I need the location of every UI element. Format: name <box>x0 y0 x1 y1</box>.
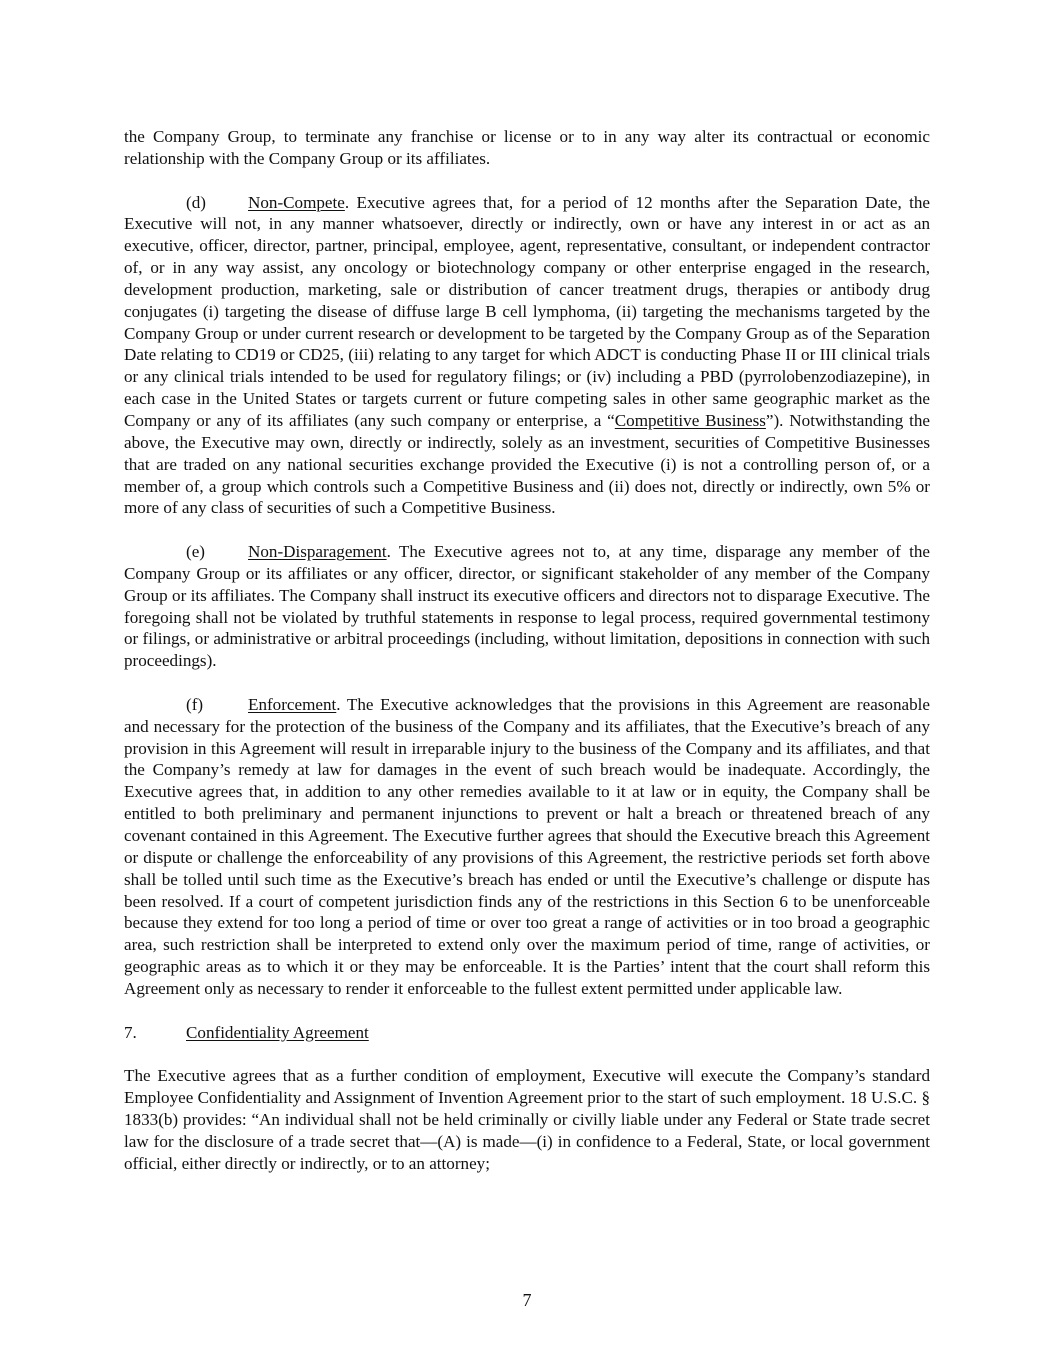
section-d-letter: (d) <box>186 192 206 212</box>
document-page <box>124 126 930 1196</box>
section-e-paragraph <box>124 541 930 672</box>
section-7-title: Confidentiality Agreement <box>186 1022 369 1042</box>
section-7-heading <box>124 1022 930 1044</box>
section-7-number: 7. <box>124 1022 137 1042</box>
section-e-letter: (e) <box>186 542 205 562</box>
section-f-letter: (f) <box>186 694 204 714</box>
page-number: 7 <box>522 1290 532 1310</box>
section-e-text: . The Executive agrees not to, at any time, disparage any member of the Company Group or its affiliates or any officer, director, or significant stakeholder of any member of the Company Group or its affiliates. The Company shall instruct its executive officers and directors not to disparage Executive. The foregoing shall not be violated by truthful statements in response to legal process, required governmental testimony or filings, or administrative or arbitral proceedings (including, without limitation, depositions in connection with such proceedings). <box>124 542 930 671</box>
section-e-title: Non-Disparagement <box>248 542 387 562</box>
defined-term-competitive-business: Competitive Business <box>614 410 766 430</box>
continuation-paragraph: the Company Group, to terminate any franchise or license or to in any way alter its contractual or economic relationship with the Company Group or its affiliates. <box>124 127 930 168</box>
section-d-text-1: . Executive agrees that, for a period of 12 months after the Separation Date, the Executive will not, in any manner whatsoever, directly or indirectly, own or have any interest in or act as an executive, officer, director, partner, principal, employee, agent, representative, consultant, or independent contractor of, or in any way assist, any oncology or biotechnology company or other enterprise engaged in the research, development production, marketing, sale or distribution of cancer treatment drugs, therapies or antibody drug conjugates (i) targeting the disease of diffuse large B cell lymphoma, (ii) targeting the mechanisms targeted by the Company Group or under current research or development to be targeted by the Company Group as of the Separation Date relating to CD19 or CD25, (iii) relating to any target for which ADCT is conducting Phase II or III clinical trials or any clinical trials intended to be used for regulatory filings; or (iv) including a PBD (pyrrolobenzodiazepine), in each case in the United States or targets current or future competing sales in other same geographic market as the Company or any of its affiliates (any such company or enterprise, a “ <box>124 192 930 430</box>
section-d-text-2: ”). Notwithstanding the above, the Executive may own, directly or indirectly, solely as an investment, securities of Competitive Businesses that are traded on any national securities exchange provided the Executive (i) is not a controlling person of, or a member of, a group which controls such a Competitive Business and (ii) does not, directly or indirectly, own 5% or more of any class of securities of such a Competitive Business. <box>124 410 930 518</box>
section-f-title: Enforcement <box>248 694 337 714</box>
section-f-paragraph <box>124 694 930 1000</box>
section-d-title: Non-Compete <box>248 192 345 212</box>
section-f-text: . The Executive acknowledges that the provisions in this Agreement are reasonable and necessary for the protection of the business of the Company and its affiliates, that the Executive’s breach of any provision in this Agreement will result in irreparable injury to the business of the Company and its affiliates, and that the Company’s remedy at law for damages in the event of such breach would be inadequate. Accordingly, the Executive agrees that, in addition to any other remedies available to it at law or in equity, the Company shall be entitled to both preliminary and permanent injunctions to prevent or halt a breach or threatened breach of any covenant contained in this Agreement. The Executive further agrees that should the Executive breach this Agreement or dispute or challenge the enforceability of any provisions of this Agreement, the restrictive periods set forth above shall be tolled until such time as the Executive’s breach has ended or until the Executive’s challenge or dispute has been resolved. If a court of competent jurisdiction finds any of the restrictions in this Section 6 to be unenforceable because they extend for too long a period of time or over too great a range of activities or in too broad a geographic area, such restriction shall be interpreted to extend only over the maximum period of time, range of activities, or geographic areas as to which it or they may be enforceable. It is the Parties’ intent that the court shall reform this Agreement only as necessary to render it enforceable to the fullest extent permitted under applicable law. <box>124 694 930 998</box>
section-d-paragraph <box>124 192 930 520</box>
section-7-paragraph: The Executive agrees that as a further condition of employment, Executive will execute the Company’s standard Employee Confidentiality and Assignment of Invention Agreement prior to the start of such employment. 18 U.S.C. § 1833(b) provides: “An individual shall not be held criminally or civilly liable under any Federal or State trade secret law for the disclosure of a trade secret that—(A) is made—(i) in confidence to a Federal, State, or local government official, either directly or indirectly, or to an attorney; <box>124 1066 930 1173</box>
